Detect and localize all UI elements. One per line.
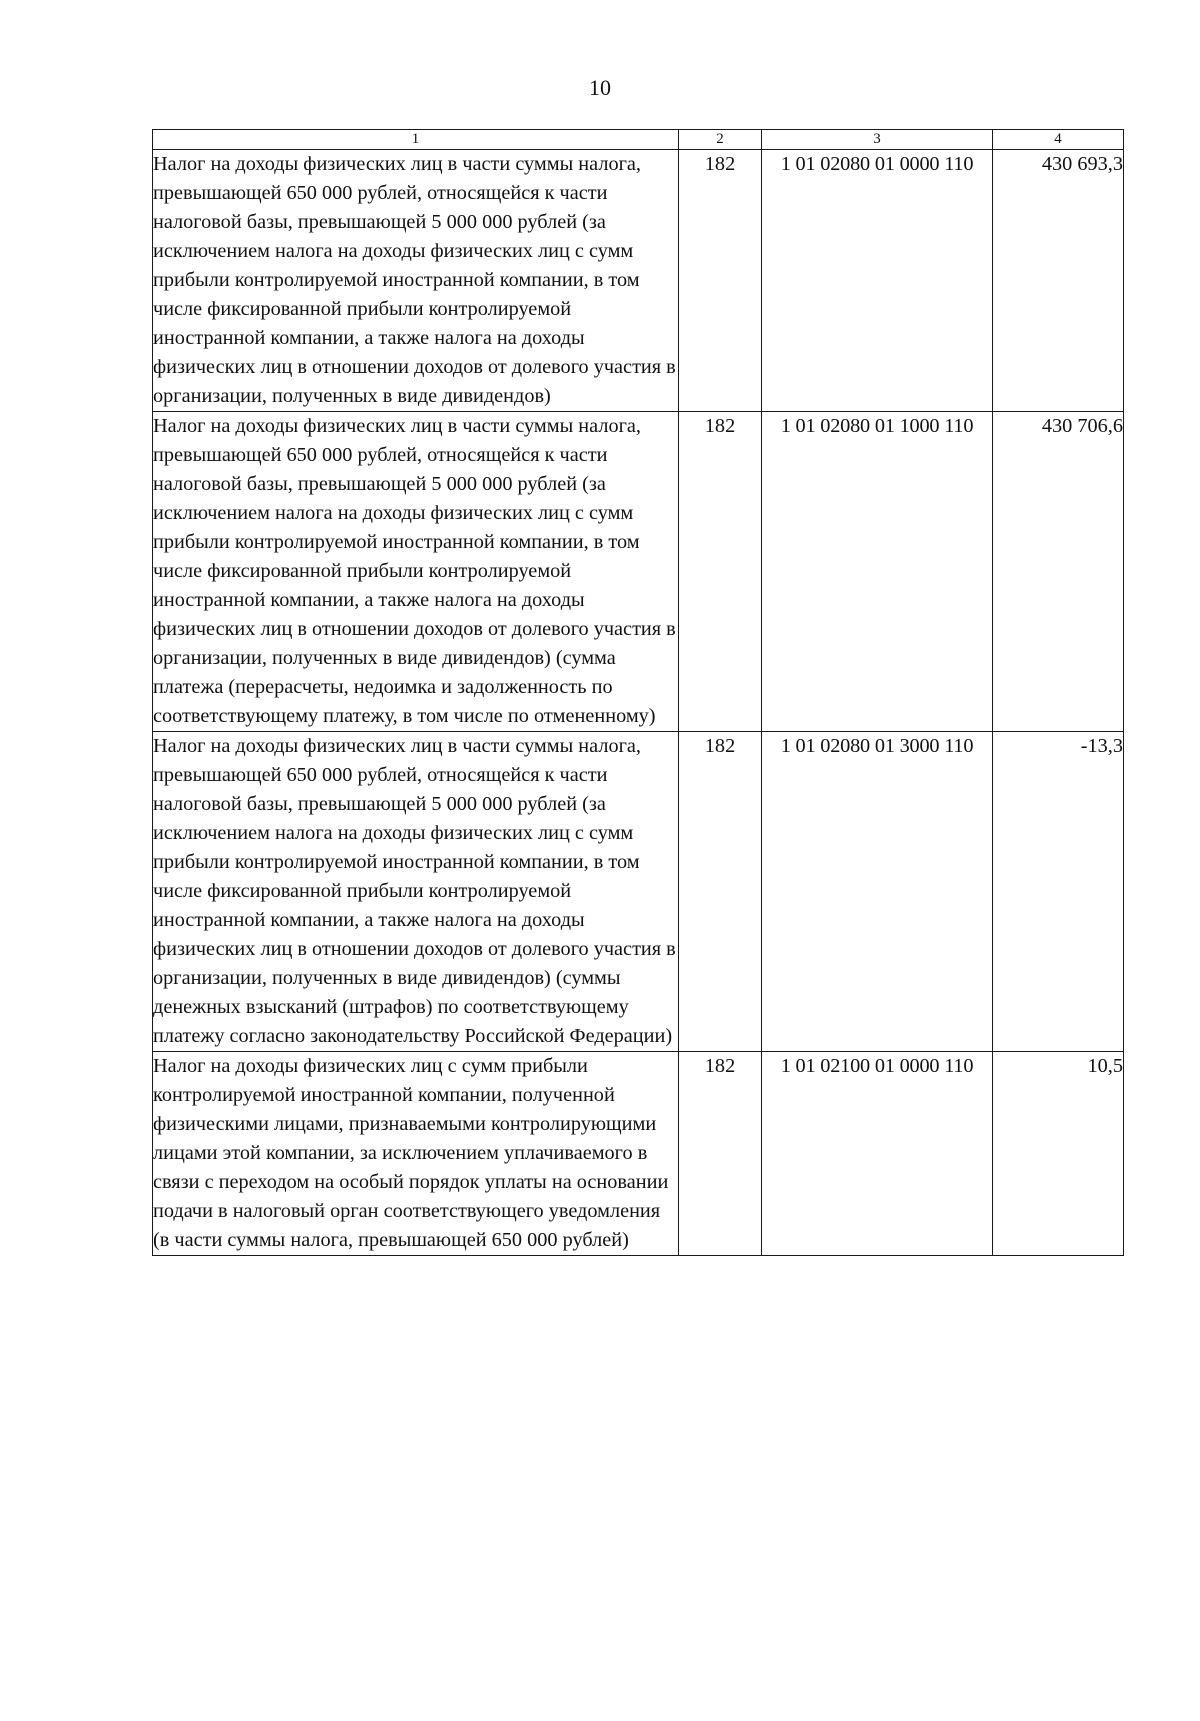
column-number-4: 4 xyxy=(993,130,1124,150)
budget-classification-code: 1 01 02100 01 0000 110 xyxy=(762,1052,993,1256)
column-number-1: 1 xyxy=(153,130,679,150)
income-name: Налог на доходы физических лиц в части суммы налога, превышающей 650 000 рублей, относящейся к части налоговой базы, превышающей 5 000 000 рублей (за исключением налога на доходы физических лиц с сумм прибыли контролируемой иностранной компании, в том числе фиксированной прибыли контролируемой иностранной компании, а также налога на доходы физических лиц в отношении доходов от долевого участия в организации, полученных в виде дивидендов) (суммы денежных взысканий (штрафов) по соответствующему платежу согласно законодательству Российской Федерации) xyxy=(153,732,679,1052)
budget-classification-code: 1 01 02080 01 3000 110 xyxy=(762,732,993,1052)
income-name: Налог на доходы физических лиц в части суммы налога, превышающей 650 000 рублей, относящейся к части налоговой базы, превышающей 5 000 000 рублей (за исключением налога на доходы физических лиц с сумм прибыли контролируемой иностранной компании, в том числе фиксированной прибыли контролируемой иностранной компании, а также налога на доходы физических лиц в отношении доходов от долевого участия в организации, полученных в виде дивидендов) (сумма платежа (перерасчеты, недоимка и задолженность по соответствующему платежу, в том числе по отмененному) xyxy=(153,412,679,732)
administrator-code: 182 xyxy=(679,150,762,412)
column-number-2: 2 xyxy=(679,130,762,150)
table-row xyxy=(153,732,1124,1052)
amount-value: 430 706,6 xyxy=(993,412,1124,732)
column-number-3: 3 xyxy=(762,130,993,150)
column-number-row xyxy=(153,130,1124,150)
page-number: 10 xyxy=(589,75,611,100)
revenue-table xyxy=(152,129,1124,1256)
income-name: Налог на доходы физических лиц с сумм прибыли контролируемой иностранной компании, полученной физическими лицами, признаваемыми контролирующими лицами этой компании, за исключением уплачиваемого в связи с переходом на особый порядок уплаты на основании подачи в налоговый орган соответствующего уведомления (в части суммы налога, превышающей 650 000 рублей) xyxy=(153,1052,679,1256)
administrator-code: 182 xyxy=(679,1052,762,1256)
administrator-code: 182 xyxy=(679,412,762,732)
table-row xyxy=(153,1052,1124,1256)
income-name: Налог на доходы физических лиц в части суммы налога, превышающей 650 000 рублей, относящейся к части налоговой базы, превышающей 5 000 000 рублей (за исключением налога на доходы физических лиц с сумм прибыли контролируемой иностранной компании, в том числе фиксированной прибыли контролируемой иностранной компании, а также налога на доходы физических лиц в отношении доходов от долевого участия в организации, полученных в виде дивидендов) xyxy=(153,150,679,412)
budget-classification-code: 1 01 02080 01 0000 110 xyxy=(762,150,993,412)
amount-value: 10,5 xyxy=(993,1052,1124,1256)
administrator-code: 182 xyxy=(679,732,762,1052)
table-row xyxy=(153,412,1124,732)
amount-value: -13,3 xyxy=(993,732,1124,1052)
amount-value: 430 693,3 xyxy=(993,150,1124,412)
budget-classification-code: 1 01 02080 01 1000 110 xyxy=(762,412,993,732)
table-row xyxy=(153,150,1124,412)
